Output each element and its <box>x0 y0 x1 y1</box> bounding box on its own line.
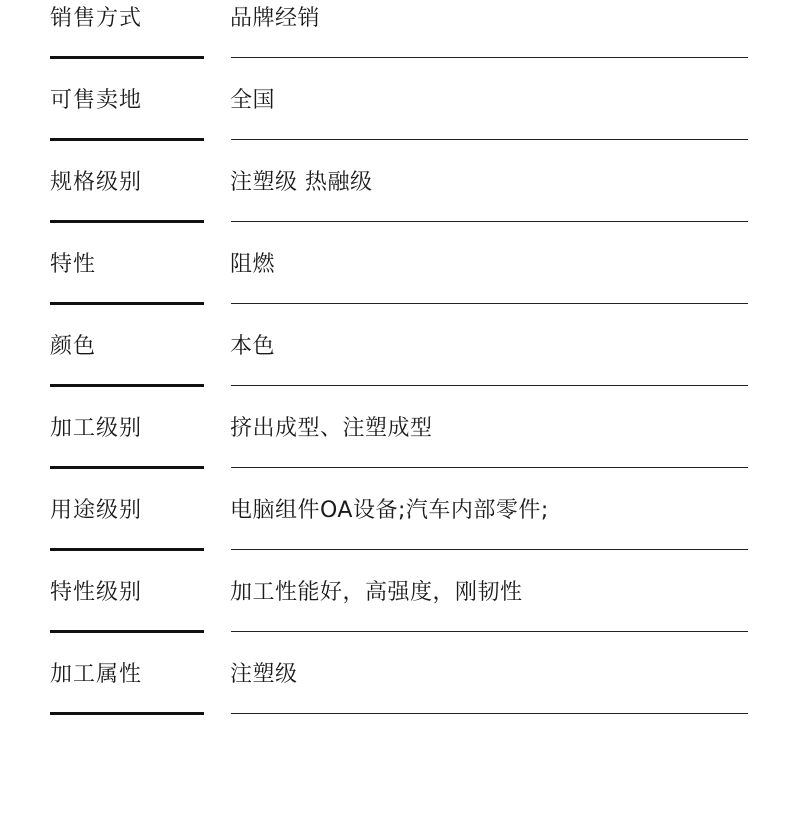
spec-label: 加工属性 <box>50 662 143 687</box>
spec-row-processing-grade <box>0 411 800 493</box>
spec-row-grade <box>0 165 800 247</box>
spec-label: 特性级别 <box>50 580 143 605</box>
spec-label: 规格级别 <box>50 170 143 195</box>
spec-row-sales-region <box>0 83 800 165</box>
value-divider <box>231 139 748 140</box>
spec-value: 加工性能好，高强度，刚韧性 <box>230 580 523 605</box>
value-divider <box>231 549 748 550</box>
spec-value: 注塑级 <box>230 662 298 687</box>
spec-value: 品牌经销 <box>230 6 321 31</box>
value-divider <box>231 467 748 468</box>
spec-label: 加工级别 <box>50 416 143 441</box>
spec-value: 挤出成型、注塑成型 <box>230 416 433 441</box>
spec-label: 可售卖地 <box>50 88 143 113</box>
label-divider <box>50 138 204 141</box>
spec-label: 销售方式 <box>50 6 143 31</box>
label-divider <box>50 220 204 223</box>
spec-label: 特性 <box>50 252 97 277</box>
spec-value: 电脑组件OA设备;汽车内部零件; <box>230 498 549 523</box>
spec-row-color <box>0 329 800 411</box>
spec-row-property-grade <box>0 575 800 657</box>
spec-row-application-grade <box>0 493 800 575</box>
label-divider <box>50 56 204 59</box>
value-divider <box>231 385 748 386</box>
value-divider <box>231 221 748 222</box>
value-divider <box>231 57 748 58</box>
spec-row-sales-method <box>0 1 800 83</box>
label-divider <box>50 712 204 715</box>
spec-value: 本色 <box>230 334 276 359</box>
spec-value: 全国 <box>230 88 276 113</box>
spec-row-property <box>0 247 800 329</box>
spec-label: 颜色 <box>50 334 97 359</box>
spec-value: 阻燃 <box>230 252 276 277</box>
spec-label: 用途级别 <box>50 498 143 523</box>
label-divider <box>50 302 204 305</box>
value-divider <box>231 713 748 714</box>
label-divider <box>50 548 204 551</box>
spec-row-processing-attribute <box>0 657 800 739</box>
value-divider <box>231 303 748 304</box>
label-divider <box>50 630 204 633</box>
value-divider <box>231 631 748 632</box>
spec-value: 注塑级 热融级 <box>230 170 373 195</box>
label-divider <box>50 384 204 387</box>
label-divider <box>50 466 204 469</box>
